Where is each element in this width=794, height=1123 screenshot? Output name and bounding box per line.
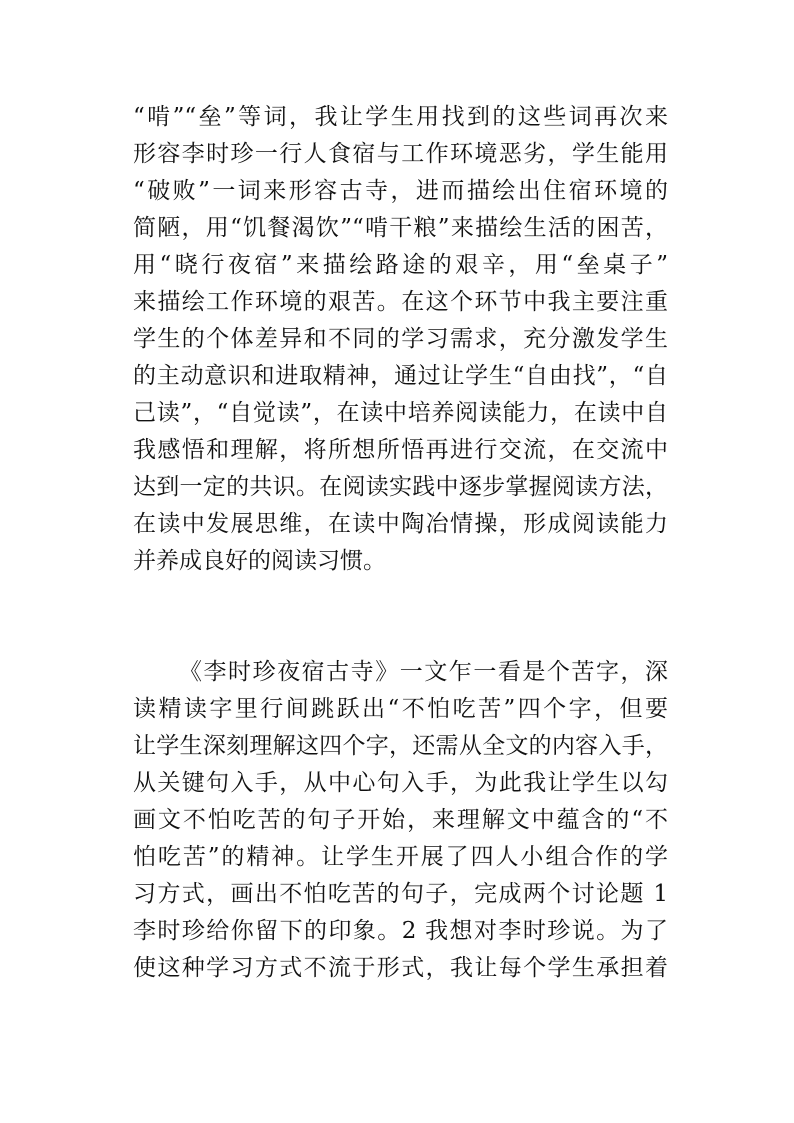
- paragraph-line: 在读中发展思维，在读中陶冶情操，形成阅读能力: [133, 511, 668, 537]
- paragraph-line: 习方式，画出不怕吃苦的句子，完成两个讨论题 1: [133, 881, 668, 907]
- paragraph-line: 《李时珍夜宿古寺》一文乍一看是个苦字，深: [179, 659, 668, 685]
- paragraph-line: 简陋，用“饥餐渴饮”“啃干粮”来描绘生活的困苦，: [133, 215, 668, 241]
- paragraph-line: 并养成良好的阅读习惯。: [133, 548, 386, 574]
- paragraph-line: 来描绘工作环境的艰苦。在这个环节中我主要注重: [133, 289, 668, 315]
- paragraph-line: 用“晓行夜宿”来描绘路途的艰辛，用“垒桌子”: [133, 252, 668, 278]
- paragraph-line: 达到一定的共识。在阅读实践中逐步掌握阅读方法，: [133, 474, 668, 500]
- paragraph-line: 李时珍给你留下的印象。2 我想对李时珍说。为了: [133, 918, 668, 944]
- paragraph-line: 的主动意识和进取精神，通过让学生“自由找”，“自: [133, 363, 668, 389]
- paragraph-line: 画文不怕吃苦的句子开始，来理解文中蕴含的“不: [133, 807, 668, 833]
- paragraph-line: 使这种学习方式不流于形式，我让每个学生承担着: [133, 955, 668, 981]
- paragraph-line: 形容李时珍一行人食宿与工作环境恶劣，学生能用: [133, 141, 668, 167]
- paragraph-line: 让学生深刻理解这四个字，还需从全文的内容入手，: [133, 733, 668, 759]
- paragraph-line: 己读”，“自觉读”，在读中培养阅读能力，在读中自: [133, 400, 668, 426]
- paragraph-line: 读精读字里行间跳跃出“不怕吃苦”四个字，但要: [133, 696, 668, 722]
- paragraph-line: 从关键句入手，从中心句入手，为此我让学生以勾: [133, 770, 668, 796]
- paragraph-line: 学生的个体差异和不同的学习需求，充分激发学生: [133, 326, 668, 352]
- paragraph-1: [133, 99, 668, 580]
- paragraph-line: 怕吃苦”的精神。让学生开展了四人小组合作的学: [133, 844, 668, 870]
- paragraph-line: “啃”“垒”等词，我让学生用找到的这些词再次来: [133, 104, 668, 130]
- paragraph-line: 我感悟和理解，将所想所悟再进行交流，在交流中: [133, 437, 668, 463]
- paragraph-2: [133, 654, 668, 987]
- paragraph-line: “破败”一词来形容古寺，进而描绘出住宿环境的: [133, 178, 668, 204]
